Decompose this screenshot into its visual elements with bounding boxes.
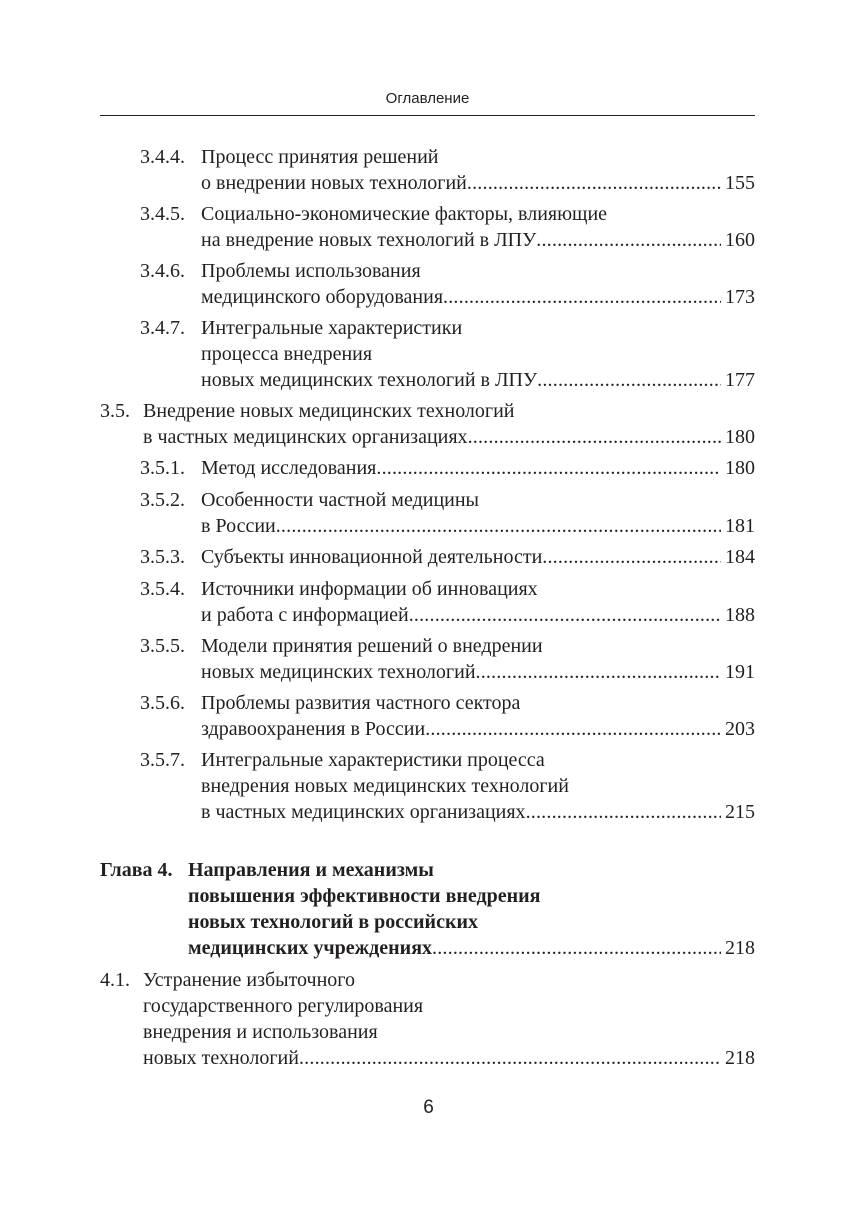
toc-entry-page: 173: [725, 286, 755, 308]
toc-entry-number: 3.5.7.: [140, 749, 185, 771]
toc-entry-page: 203: [725, 718, 755, 740]
toc-entry-title-line: Проблемы использования: [201, 260, 421, 282]
running-header-title: Оглавление: [385, 90, 470, 107]
toc-entry-title-line: здравоохранения в России: [201, 718, 426, 740]
toc-entry-page: 180: [725, 426, 755, 448]
toc-entry-page: 177: [725, 369, 755, 391]
toc-entry-title-line: Особенности частной медицины: [201, 489, 479, 511]
dot-leader: [376, 455, 721, 481]
toc-entry-3-5-5[interactable]: [140, 633, 755, 685]
dot-leader: [476, 659, 721, 685]
toc-entry-page: 181: [725, 515, 755, 537]
toc-entry-page: 180: [725, 457, 755, 479]
dot-leader: [467, 170, 721, 196]
toc-entry-title-line: повышения эффективности внедрения: [188, 885, 541, 907]
page-number: 6: [423, 1097, 434, 1118]
toc-entry-number: 3.4.7.: [140, 317, 185, 339]
toc-entry-number: 3.5.5.: [140, 635, 185, 657]
dot-leader: [468, 424, 721, 450]
toc-entry-title-line: внедрения новых медицинских технологий: [201, 775, 569, 797]
toc-entry-title-line: Устранение избыточного: [143, 969, 356, 991]
toc-entry-title-line: на внедрение новых технологий в ЛПУ: [201, 229, 537, 251]
toc-entry-3-5-6[interactable]: [140, 690, 755, 742]
toc-entry-3-5-3[interactable]: [140, 544, 755, 570]
toc-entry-title-line: Интегральные характеристики: [201, 317, 463, 339]
dot-leader: [542, 544, 721, 570]
dot-leader: [409, 602, 721, 628]
toc-entry-number: Глава 4.: [100, 859, 173, 881]
toc-entry-number: 3.4.5.: [140, 203, 185, 225]
toc-entry-page: 188: [725, 604, 755, 626]
dot-leader: [432, 935, 721, 961]
running-header: [100, 90, 755, 116]
toc-entry-title-line: в России: [201, 515, 276, 537]
toc-entry-number: 3.5.6.: [140, 692, 185, 714]
toc-entry-title-line: медицинских учреждениях: [188, 937, 433, 959]
toc-entry-number: 3.5.1.: [140, 457, 185, 479]
toc-entry-3-5-7[interactable]: [140, 747, 755, 825]
toc-entry-title-line: Источники информации об инновациях: [201, 578, 538, 600]
toc-entry-page: 218: [725, 1047, 755, 1069]
toc-entry-title-line: Социально-экономические факторы, влияющие: [201, 203, 608, 225]
toc-entry-title-line: в частных медицинских организациях: [143, 426, 468, 448]
toc-entry-number: 3.5.: [100, 400, 130, 422]
toc-entry-chapter-4[interactable]: [100, 857, 755, 961]
toc-entry-3-4-7[interactable]: [140, 315, 755, 393]
toc-entry-3-5-2[interactable]: [140, 487, 755, 539]
toc-entry-3-5[interactable]: [100, 398, 755, 450]
toc-entry-title-line: государственного регулирования: [143, 995, 424, 1017]
toc-entry-3-4-5[interactable]: [140, 201, 755, 253]
toc-entry-title-line: Модели принятия решений о внедрении: [201, 635, 543, 657]
toc-entry-page: 184: [725, 546, 755, 568]
toc-entry-page: 191: [725, 661, 755, 683]
toc-entry-number: 3.5.4.: [140, 578, 185, 600]
toc-entry-page: 218: [725, 937, 755, 959]
toc-entry-title-line: процесса внедрения: [201, 343, 373, 365]
toc-entry-title-line: о внедрении новых технологий: [201, 172, 467, 194]
dot-leader: [443, 284, 721, 310]
toc-entry-page: 155: [725, 172, 755, 194]
toc-entry-title-line: Метод исследования: [201, 457, 377, 479]
toc-entry-title-line: в частных медицинских организациях: [201, 801, 526, 823]
dot-leader: [425, 716, 721, 742]
toc-entry-number: 3.4.6.: [140, 260, 185, 282]
toc-entry-number: 3.5.3.: [140, 546, 185, 568]
dot-leader: [537, 367, 721, 393]
toc-entry-title-line: Направления и механизмы: [188, 859, 434, 881]
toc-entry-title-line: Субъекты инновационной деятельности: [201, 546, 543, 568]
toc-entry-title-line: Процесс принятия решений: [201, 146, 439, 168]
toc-entry-page: 215: [725, 801, 755, 823]
dot-leader: [299, 1045, 721, 1071]
toc-entry-page: 160: [725, 229, 755, 251]
dot-leader: [276, 513, 721, 539]
toc-entry-title-line: и работа с информацией: [201, 604, 409, 626]
toc-entry-number: 3.4.4.: [140, 146, 185, 168]
toc-entry-title-line: новых технологий: [143, 1047, 299, 1069]
toc-entry-title-line: новых медицинских технологий: [201, 661, 476, 683]
toc-entry-4-1[interactable]: [100, 967, 755, 1071]
toc-entry-number: 4.1.: [100, 969, 130, 991]
toc-entry-3-5-4[interactable]: [140, 576, 755, 628]
toc-entry-3-5-1[interactable]: [140, 455, 755, 481]
toc-entry-title-line: новых медицинских технологий в ЛПУ: [201, 369, 538, 391]
toc-entry-title-line: новых технологий в российских: [188, 911, 478, 933]
toc-entry-3-4-4[interactable]: [140, 144, 755, 196]
toc-entry-3-4-6[interactable]: [140, 258, 755, 310]
toc-entry-title-line: внедрения и использования: [143, 1021, 378, 1043]
toc-entry-title-line: Проблемы развития частного сектора: [201, 692, 521, 714]
toc-entry-number: 3.5.2.: [140, 489, 185, 511]
dot-leader: [536, 227, 721, 253]
toc-entry-title-line: Внедрение новых медицинских технологий: [143, 400, 515, 422]
dot-leader: [526, 799, 721, 825]
toc-entry-title-line: медицинского оборудования: [201, 286, 444, 308]
toc-entry-title-line: Интегральные характеристики процесса: [201, 749, 545, 771]
